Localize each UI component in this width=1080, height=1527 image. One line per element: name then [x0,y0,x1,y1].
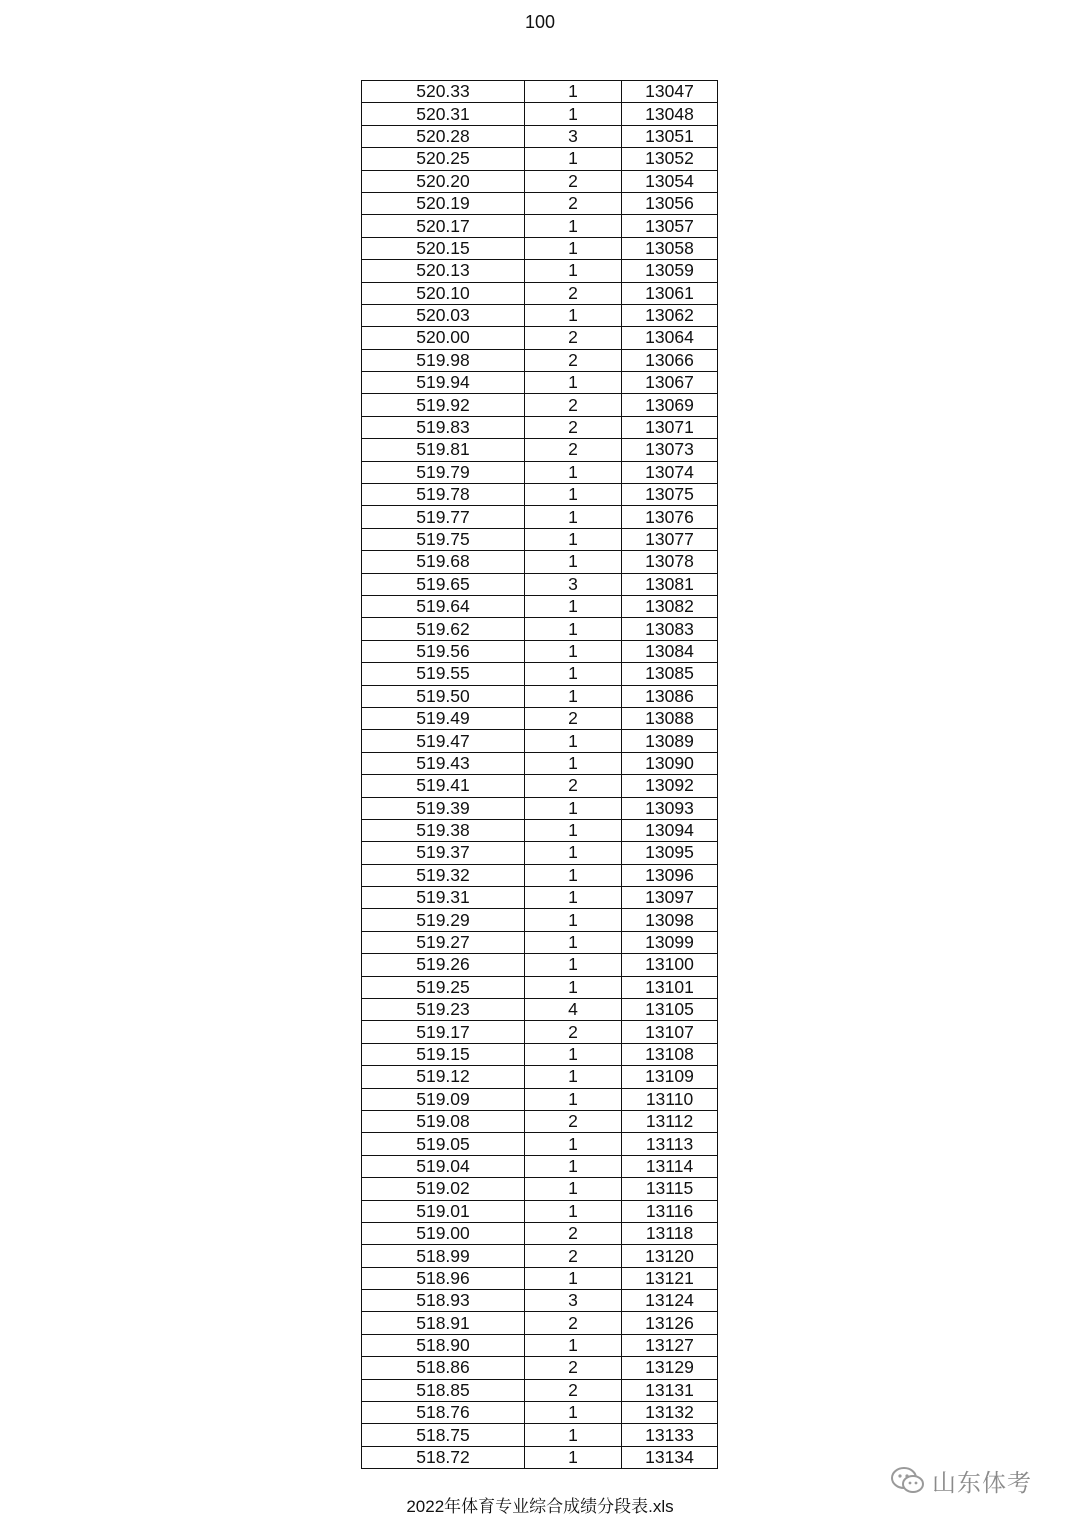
score-cell: 520.28 [362,125,525,147]
table-row [362,842,718,864]
cumulative-cell: 13097 [622,887,718,909]
table-row [362,192,718,214]
count-cell: 2 [525,439,622,461]
table-row [362,439,718,461]
table-row [362,416,718,438]
score-cell: 519.12 [362,1066,525,1088]
table-row [362,1446,718,1468]
cumulative-cell: 13082 [622,595,718,617]
cumulative-cell: 13077 [622,528,718,550]
table-row [362,999,718,1021]
score-cell: 520.33 [362,81,525,103]
table-body [362,81,718,1469]
table-row [362,551,718,573]
count-cell: 1 [525,909,622,931]
cumulative-cell: 13109 [622,1066,718,1088]
watermark-text: 山东体考 [932,1470,1032,1497]
score-cell: 519.56 [362,640,525,662]
score-cell: 519.81 [362,439,525,461]
score-cell: 520.03 [362,304,525,326]
table-row [362,1267,718,1289]
table-row [362,327,718,349]
cumulative-cell: 13114 [622,1155,718,1177]
score-cell: 519.04 [362,1155,525,1177]
count-cell: 1 [525,215,622,237]
cumulative-cell: 13084 [622,640,718,662]
table-row [362,954,718,976]
score-cell: 519.29 [362,909,525,931]
table-row [362,1066,718,1088]
count-cell: 2 [525,1021,622,1043]
count-cell: 1 [525,260,622,282]
count-cell: 1 [525,887,622,909]
table-row [362,730,718,752]
count-cell: 1 [525,1088,622,1110]
score-cell: 520.31 [362,103,525,125]
table-row [362,260,718,282]
cumulative-cell: 13076 [622,506,718,528]
count-cell: 1 [525,976,622,998]
cumulative-cell: 13132 [622,1402,718,1424]
table-row [362,1424,718,1446]
cumulative-cell: 13073 [622,439,718,461]
cumulative-cell: 13127 [622,1334,718,1356]
cumulative-cell: 13083 [622,618,718,640]
count-cell: 1 [525,931,622,953]
score-cell: 519.50 [362,685,525,707]
score-cell: 520.13 [362,260,525,282]
table-row [362,1088,718,1110]
count-cell: 1 [525,1178,622,1200]
score-cell: 519.75 [362,528,525,550]
score-cell: 519.27 [362,931,525,953]
table-row [362,349,718,371]
count-cell: 3 [525,125,622,147]
count-cell: 1 [525,640,622,662]
count-cell: 1 [525,1267,622,1289]
score-cell: 519.01 [362,1200,525,1222]
table-row [362,685,718,707]
cumulative-cell: 13074 [622,461,718,483]
cumulative-cell: 13120 [622,1245,718,1267]
table-row [362,707,718,729]
score-cell: 520.17 [362,215,525,237]
count-cell: 2 [525,707,622,729]
cumulative-cell: 13115 [622,1178,718,1200]
cumulative-cell: 13116 [622,1200,718,1222]
cumulative-cell: 13089 [622,730,718,752]
cumulative-cell: 13069 [622,394,718,416]
table-row [362,1402,718,1424]
table-row [362,931,718,953]
cumulative-cell: 13085 [622,663,718,685]
count-cell: 1 [525,1133,622,1155]
count-cell: 1 [525,1424,622,1446]
cumulative-cell: 13129 [622,1357,718,1379]
table-row [362,887,718,909]
cumulative-cell: 13099 [622,931,718,953]
cumulative-cell: 13054 [622,170,718,192]
score-cell: 519.62 [362,618,525,640]
cumulative-cell: 13133 [622,1424,718,1446]
score-cell: 518.72 [362,1446,525,1468]
cumulative-cell: 13095 [622,842,718,864]
table-row [362,282,718,304]
score-distribution-table [361,80,718,1469]
table-row [362,215,718,237]
table-row [362,864,718,886]
score-cell: 519.31 [362,887,525,909]
count-cell: 1 [525,1155,622,1177]
score-cell: 519.37 [362,842,525,864]
count-cell: 1 [525,730,622,752]
table-row [362,1178,718,1200]
cumulative-cell: 13061 [622,282,718,304]
score-cell: 519.79 [362,461,525,483]
cumulative-cell: 13078 [622,551,718,573]
score-cell: 519.68 [362,551,525,573]
count-cell: 1 [525,551,622,573]
count-cell: 2 [525,1222,622,1244]
count-cell: 1 [525,304,622,326]
score-cell: 519.17 [362,1021,525,1043]
count-cell: 1 [525,484,622,506]
score-cell: 519.47 [362,730,525,752]
score-cell: 519.25 [362,976,525,998]
table-row [362,1133,718,1155]
count-cell: 3 [525,573,622,595]
count-cell: 2 [525,1110,622,1132]
count-cell: 1 [525,1402,622,1424]
count-cell: 1 [525,1043,622,1065]
table-row [362,1357,718,1379]
score-cell: 519.92 [362,394,525,416]
count-cell: 1 [525,528,622,550]
page-number: 100 [524,12,556,32]
cumulative-cell: 13088 [622,707,718,729]
table-row [362,304,718,326]
table-row [362,528,718,550]
cumulative-cell: 13121 [622,1267,718,1289]
table-row [362,1379,718,1401]
table-row [362,1021,718,1043]
count-cell: 2 [525,1312,622,1334]
score-cell: 519.38 [362,819,525,841]
score-cell: 519.32 [362,864,525,886]
cumulative-cell: 13124 [622,1290,718,1312]
score-cell: 519.43 [362,752,525,774]
count-cell: 1 [525,1200,622,1222]
table-row [362,618,718,640]
score-cell: 519.26 [362,954,525,976]
count-cell: 1 [525,1446,622,1468]
cumulative-cell: 13112 [622,1110,718,1132]
cumulative-cell: 13058 [622,237,718,259]
cumulative-cell: 13047 [622,81,718,103]
count-cell: 2 [525,775,622,797]
score-cell: 519.00 [362,1222,525,1244]
count-cell: 2 [525,1245,622,1267]
cumulative-cell: 13081 [622,573,718,595]
table-row [362,640,718,662]
cumulative-cell: 13108 [622,1043,718,1065]
cumulative-cell: 13066 [622,349,718,371]
table-row [362,1334,718,1356]
table-row [362,752,718,774]
count-cell: 1 [525,618,622,640]
table-row [362,1043,718,1065]
table-row [362,595,718,617]
cumulative-cell: 13090 [622,752,718,774]
count-cell: 3 [525,1290,622,1312]
cumulative-cell: 13113 [622,1133,718,1155]
count-cell: 1 [525,797,622,819]
count-cell: 1 [525,663,622,685]
count-cell: 2 [525,192,622,214]
cumulative-cell: 13131 [622,1379,718,1401]
count-cell: 2 [525,416,622,438]
cumulative-cell: 13105 [622,999,718,1021]
table-row [362,909,718,931]
score-cell: 519.83 [362,416,525,438]
count-cell: 1 [525,954,622,976]
count-cell: 1 [525,1066,622,1088]
cumulative-cell: 13094 [622,819,718,841]
cumulative-cell: 13092 [622,775,718,797]
cumulative-cell: 13064 [622,327,718,349]
count-cell: 1 [525,842,622,864]
score-cell: 519.02 [362,1178,525,1200]
table-row [362,237,718,259]
count-cell: 1 [525,81,622,103]
score-cell: 520.15 [362,237,525,259]
cumulative-cell: 13107 [622,1021,718,1043]
cumulative-cell: 13075 [622,484,718,506]
table-row [362,976,718,998]
score-cell: 519.98 [362,349,525,371]
count-cell: 1 [525,1334,622,1356]
score-cell: 519.64 [362,595,525,617]
table-row [362,148,718,170]
score-cell: 520.20 [362,170,525,192]
cumulative-cell: 13051 [622,125,718,147]
count-cell: 1 [525,864,622,886]
table-row [362,1110,718,1132]
cumulative-cell: 13086 [622,685,718,707]
table-row [362,484,718,506]
cumulative-cell: 13048 [622,103,718,125]
cumulative-cell: 13110 [622,1088,718,1110]
table-row [362,1222,718,1244]
table-row [362,775,718,797]
count-cell: 2 [525,282,622,304]
score-cell: 518.76 [362,1402,525,1424]
cumulative-cell: 13052 [622,148,718,170]
table-row [362,1200,718,1222]
count-cell: 1 [525,752,622,774]
cumulative-cell: 13067 [622,372,718,394]
table-row [362,1290,718,1312]
cumulative-cell: 13101 [622,976,718,998]
table-row [362,819,718,841]
score-cell: 520.10 [362,282,525,304]
cumulative-cell: 13096 [622,864,718,886]
count-cell: 1 [525,506,622,528]
count-cell: 2 [525,1379,622,1401]
cumulative-cell: 13059 [622,260,718,282]
score-cell: 518.90 [362,1334,525,1356]
count-cell: 4 [525,999,622,1021]
cumulative-cell: 13118 [622,1222,718,1244]
footer-filename: 2022年体育专业综合成绩分段表.xls [406,1497,674,1516]
count-cell: 2 [525,170,622,192]
cumulative-cell: 13093 [622,797,718,819]
table-row [362,81,718,103]
count-cell: 1 [525,461,622,483]
cumulative-cell: 13134 [622,1446,718,1468]
cumulative-cell: 13056 [622,192,718,214]
score-cell: 519.65 [362,573,525,595]
count-cell: 2 [525,349,622,371]
table-row [362,372,718,394]
score-cell: 519.77 [362,506,525,528]
score-cell: 519.55 [362,663,525,685]
table-row [362,797,718,819]
score-cell: 518.85 [362,1379,525,1401]
score-cell: 519.23 [362,999,525,1021]
score-cell: 519.78 [362,484,525,506]
count-cell: 2 [525,327,622,349]
cumulative-cell: 13071 [622,416,718,438]
table-row [362,125,718,147]
score-cell: 519.94 [362,372,525,394]
table-row [362,573,718,595]
table-row [362,1245,718,1267]
score-cell: 519.08 [362,1110,525,1132]
score-cell: 519.39 [362,797,525,819]
score-cell: 518.96 [362,1267,525,1289]
count-cell: 2 [525,1357,622,1379]
count-cell: 1 [525,103,622,125]
score-cell: 520.00 [362,327,525,349]
count-cell: 1 [525,685,622,707]
score-cell: 518.91 [362,1312,525,1334]
score-cell: 518.75 [362,1424,525,1446]
cumulative-cell: 13100 [622,954,718,976]
score-cell: 519.49 [362,707,525,729]
table-row [362,506,718,528]
table-row [362,1155,718,1177]
table-row [362,170,718,192]
count-cell: 1 [525,148,622,170]
score-cell: 519.05 [362,1133,525,1155]
count-cell: 1 [525,372,622,394]
score-cell: 519.09 [362,1088,525,1110]
score-cell: 519.41 [362,775,525,797]
count-cell: 1 [525,237,622,259]
score-cell: 520.25 [362,148,525,170]
count-cell: 1 [525,595,622,617]
table-row [362,1312,718,1334]
table-row [362,461,718,483]
score-cell: 518.93 [362,1290,525,1312]
count-cell: 2 [525,394,622,416]
score-cell: 518.86 [362,1357,525,1379]
cumulative-cell: 13062 [622,304,718,326]
table-row [362,103,718,125]
table-row [362,663,718,685]
count-cell: 1 [525,819,622,841]
score-cell: 518.99 [362,1245,525,1267]
cumulative-cell: 13057 [622,215,718,237]
wechat-icon [890,1466,926,1496]
score-cell: 520.19 [362,192,525,214]
score-cell: 519.15 [362,1043,525,1065]
cumulative-cell: 13098 [622,909,718,931]
table-row [362,394,718,416]
cumulative-cell: 13126 [622,1312,718,1334]
